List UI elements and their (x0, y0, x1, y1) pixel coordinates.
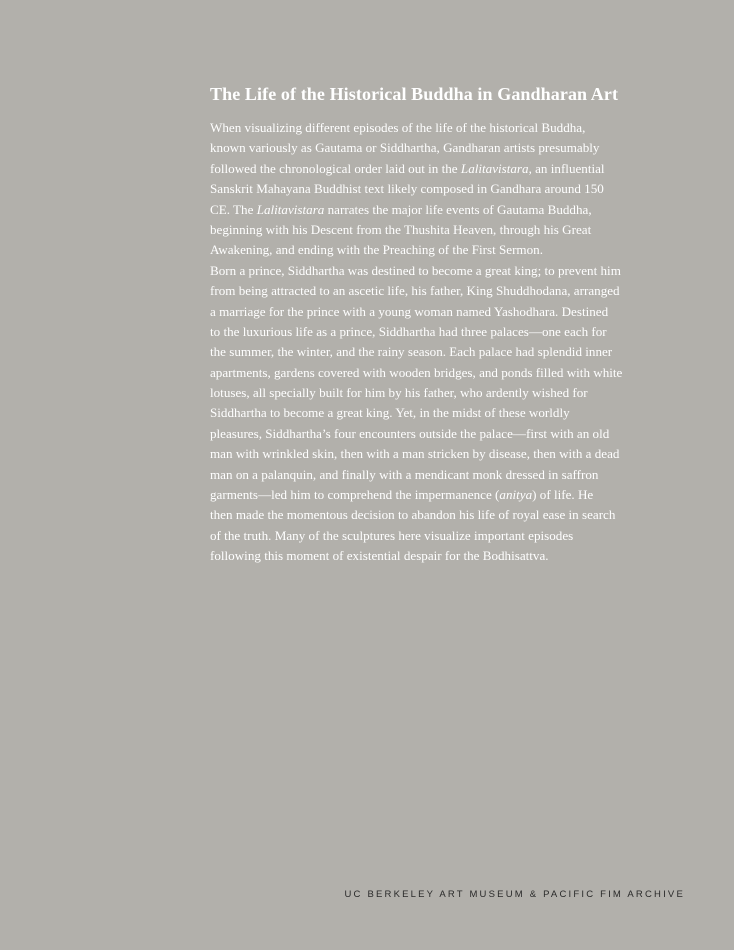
italic-text: Lalitavistara (256, 201, 325, 217)
text-segment: from being attracted to an ascetic life, his father, King Shuddhodana, arranged (210, 283, 620, 299)
text-line (210, 118, 690, 138)
text-line (210, 505, 690, 525)
text-line (210, 465, 690, 485)
text-segment: following this moment of existential despair for the Bodhisattva. (210, 548, 549, 564)
text-segment: lotuses, all specially built for him by his father, who ardently wished for (210, 385, 588, 401)
italic-text: Lalitavistara (460, 160, 529, 176)
text-line (210, 200, 690, 220)
text-segment: ) of life. He (532, 487, 594, 503)
text-line (210, 403, 690, 423)
text-line (210, 383, 690, 403)
text-segment: then made the momentous decision to abandon his life of royal ease in search (210, 507, 616, 523)
text-segment: garments—led him to comprehend the impermanence ( (210, 487, 500, 503)
text-segment: to the luxurious life as a prince, Siddhartha had three palaces—one each for (210, 323, 607, 339)
text-line (210, 322, 690, 342)
text-line (210, 485, 690, 505)
text-segment: Awakening, and ending with the Preaching of the First Sermon. (210, 242, 543, 258)
text-segment: Born a prince, Siddhartha was destined to become a great king; to prevent him (210, 262, 621, 278)
text-line (210, 159, 690, 179)
text-segment: known variously as Gautama or Siddhartha, Gandharan artists presumably (210, 140, 600, 156)
text-segment: man on a palanquin, and finally with a mendicant monk dressed in saffron (210, 466, 599, 482)
text-segment: , an influential (528, 160, 605, 176)
paragraph (210, 118, 690, 261)
text-line (210, 342, 690, 362)
text-line (210, 220, 690, 240)
text-segment: Sanskrit Mahayana Buddhist text likely composed in Gandhara around 150 (210, 181, 604, 197)
text-segment: man with wrinkled skin, then with a man stricken by disease, then with a dead (210, 446, 620, 462)
text-segment: apartments, gardens covered with wooden bridges, and ponds filled with white (210, 364, 623, 380)
text-line (210, 526, 690, 546)
text-line (210, 261, 690, 281)
text-segment: the summer, the winter, and the rainy season. Each palace had splendid inner (210, 344, 613, 360)
text-line (210, 240, 690, 260)
text-segment: Siddhartha to become a great king. Yet, in the midst of these worldly (210, 405, 570, 421)
text-segment: beginning with his Descent from the Thushita Heaven, through his Great (210, 221, 592, 237)
text-line (210, 281, 690, 301)
article-title: The Life of the Historical Buddha in Gandharan Art (210, 84, 619, 104)
article-body (210, 118, 690, 567)
text-segment: a marriage for the prince with a young woman named Yashodhara. Destined (210, 303, 609, 319)
text-segment: CE. The (210, 201, 257, 217)
text-line (210, 138, 690, 158)
italic-text: anitya (499, 487, 533, 503)
text-segment: When visualizing different episodes of the life of the historical Buddha, (210, 120, 586, 135)
text-segment: of the truth. Many of the sculptures here visualize important episodes (210, 527, 574, 543)
text-segment: followed the chronological order laid out in the (210, 160, 461, 176)
text-line (210, 424, 690, 444)
paragraph (210, 261, 690, 567)
text-segment: pleasures, Siddhartha’s four encounters outside the palace—first with an old (210, 425, 610, 441)
text-segment: narrates the major life events of Gautama Buddha, (324, 201, 592, 217)
text-line (210, 546, 690, 566)
text-line (210, 363, 690, 383)
text-line (210, 444, 690, 464)
publisher-footer: UC BERKELEY ART MUSEUM & PACIFIC FIM ARCHIVE (344, 889, 685, 900)
text-line (210, 179, 690, 199)
article (210, 82, 690, 567)
text-line (210, 302, 690, 322)
